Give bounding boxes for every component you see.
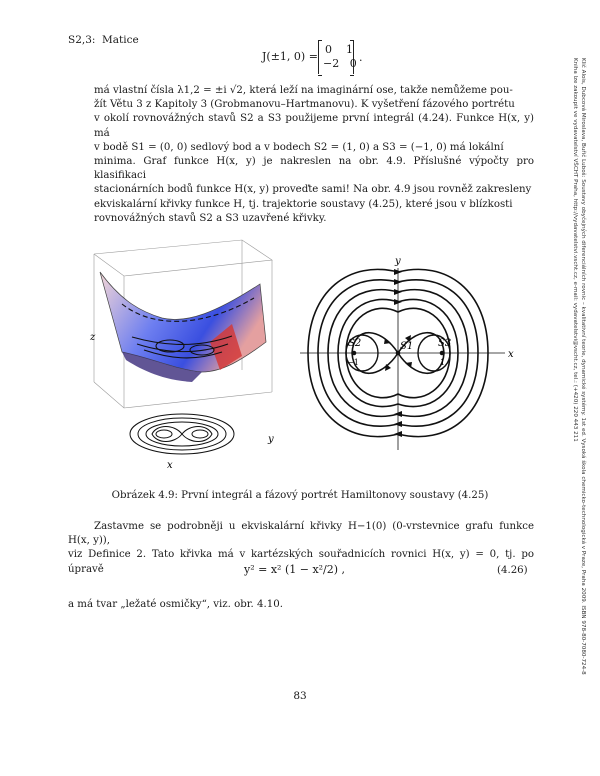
para1-line: rovnovážných stavů S2 a S3 uzavřené křivky.: [94, 212, 327, 224]
page-number: 83: [293, 690, 307, 702]
s1-label: S1: [400, 341, 414, 352]
para1-line: v okolí rovnovážných stavů S2 a S3 použijeme první integrál (4.24). Funkce H(x, y) má: [94, 113, 534, 139]
para1-line: žít Větu 3 z Kapitoly 3 (Grobmanovu–Hartmanovu). K vyšetření fázového portrétu: [94, 99, 515, 111]
para1-line: stacionárních bodů funkce H(x, y) proveďte sami! Na obr. 4.9 jsou rovněž zakresleny: [94, 184, 532, 196]
surface-z-label: z: [90, 332, 96, 343]
surface-y-label: y: [268, 434, 274, 445]
jacobian-end: .: [359, 51, 363, 64]
s3-label: S3: [438, 338, 452, 349]
equation-4-26: y² = x² (1 − x²/2) ,: [244, 563, 346, 576]
surface-x-label: x: [167, 460, 173, 471]
tick-one: 1: [440, 358, 446, 367]
label-matice: Matice: [102, 34, 139, 46]
phase-portrait: [290, 250, 518, 460]
paragraph-1: [94, 84, 534, 226]
paragraph-3: a má tvar „ležaté osmičky“, viz. obr. 4.10.: [68, 599, 283, 610]
phase-y-label: y: [395, 256, 401, 267]
jacobian-lhs: J(±1, 0) =: [262, 50, 318, 63]
para2-line: Zastavme se podrobněji u ekviskalární křivky H−1(0) (0-vrstevnice grafu funkce H(x, y)),: [68, 521, 534, 547]
para1-line: má vlastní čísla λ1,2 = ±i √2, která leží na imaginární ose, takže nemůžeme pou-: [94, 85, 513, 96]
jacobian-matrix: [318, 40, 357, 74]
para1-line: v bodě S1 = (0, 0) sedlový bod a v bodech S2 = (1, 0) a S3 = (−1, 0) má lokální: [94, 141, 504, 153]
para2-line: viz Definice 2. Tato křivka má v kartézských souřadnicích rovnici H(x, y) = 0, tj. po úpravě: [68, 549, 534, 575]
surface-plot: [82, 232, 282, 472]
projected-contours: [130, 414, 234, 454]
side-citation: [560, 0, 596, 776]
s2-label: S2: [348, 338, 362, 349]
tick-minus-one: −1: [347, 358, 359, 367]
para1-line: minima. Graf funkce H(x, y) je nakreslen na obr. 4.9. Příslušné výpočty pro klasifikaci: [94, 156, 534, 182]
label-s23: S2,3:: [68, 34, 96, 46]
jacobian-row-2: −2 0: [323, 57, 357, 70]
phase-x-label: x: [508, 349, 514, 360]
side-citation-line-2: Kniha lze zakoupit ve vydavatelství VŠCHT Praha, http://vydavatelstvi.vscht.cz, e-mail: vydavatelstvi@vscht.cz, tel.: (+420) 220 443 211: [572, 58, 578, 442]
side-citation-line-1: Klič Alois, Dubcová Miroslava, Buřič Luboš: Soustavy obyčejných diferenciálních rovnic – kvalitativní teorie, dynamické systémy. 1st ed. Vysoká škola chemicko-technologická v Praze, Praha 2009. ISBN 978-80-7080-724-8: [580, 58, 586, 675]
jacobian-row-1: 0 1: [325, 43, 353, 56]
figure-caption: Obrázek 4.9: První integrál a fázový portrét Hamiltonovy soustavy (4.25): [111, 490, 489, 501]
equation-number: (4.26): [497, 565, 528, 576]
para1-line: ekviskalární křivky funkce H, tj. trajektorie soustavy (4.25), které jsou v blízkosti: [94, 198, 513, 210]
